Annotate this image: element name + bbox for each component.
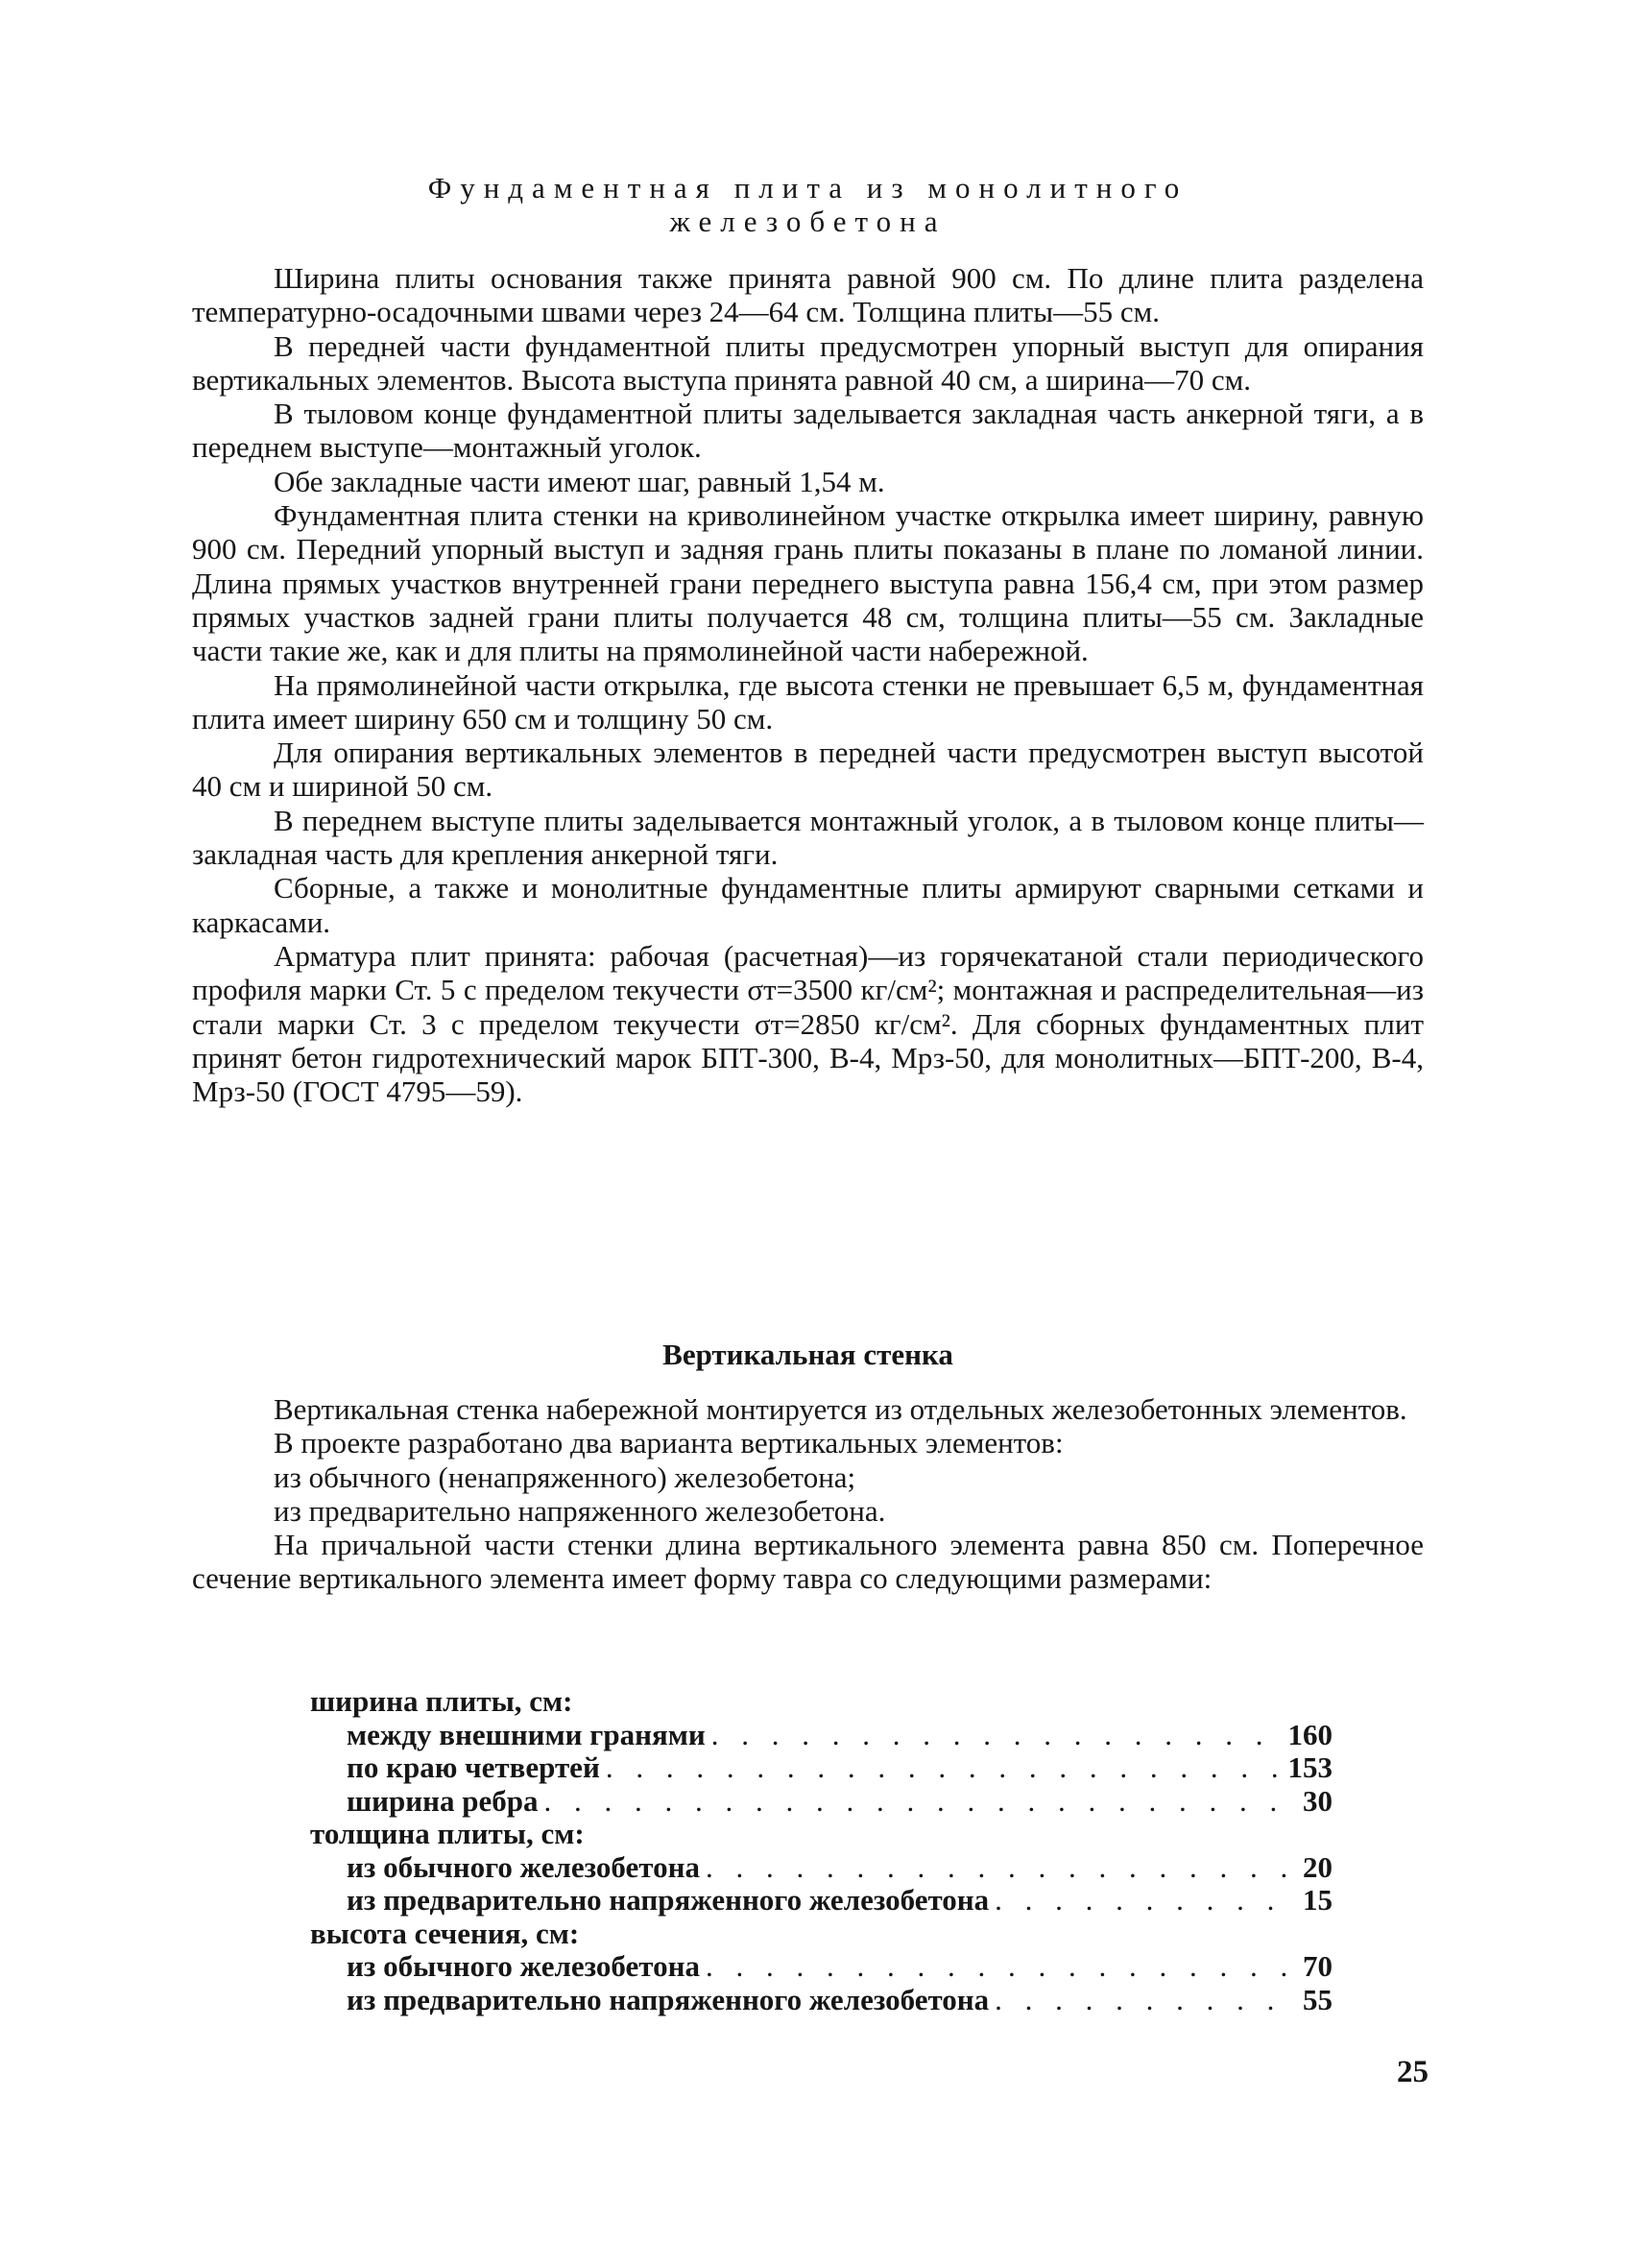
spec-label: из предварительно напряженного железобетона <box>347 1883 990 1917</box>
spec-row <box>310 1851 1333 1885</box>
page-number: 25 <box>1397 2055 1429 2089</box>
spec-row <box>310 1719 1333 1752</box>
paragraph: В проекте разработано два варианта вертикальных элементов: <box>274 1426 1064 1460</box>
dimension-list <box>310 1685 1333 2016</box>
paragraph: На причальной части стенки длина вертикального элемента равна 850 см. Поперечное сечение вертикального элемента имеет форму тавра со следующими размерами: <box>192 1528 1424 1596</box>
paragraph: В тыловом конце фундаментной плиты заделывается закладная часть анкерной тяги, а в переднем выступе—монтажный уголок. <box>192 397 1424 465</box>
spec-value: 55 <box>1303 1982 1333 2016</box>
list-item: из обычного (ненапряженного) железобетона; <box>274 1460 856 1494</box>
spec-value: 153 <box>1287 1750 1333 1784</box>
spec-label: ширина ребра <box>347 1783 539 1818</box>
spec-group-header <box>310 1685 1333 1719</box>
spec-row <box>310 1785 1333 1819</box>
paragraph: Ширина плиты основания также принята равной 900 см. По длине плита разделена температурно-осадочными швами через 24—64 см. Толщина плиты—55 см. <box>192 261 1424 329</box>
spec-label: из обычного железобетона <box>347 1949 700 1983</box>
leader-dots <box>995 1984 1288 2017</box>
spec-label: из обычного железобетона <box>347 1849 700 1884</box>
spec-value: 160 <box>1287 1717 1333 1751</box>
paragraph: Арматура плит принята: рабочая (расчетная)—из горячекатаной стали периодического профиля марки Ст. 5 с пределом текучести σт=3500 кг/см²; монтажная и распределительная—из стали марки Ст. 3 с пределом текучести σт=2850 кг/см². Для сборных фундаментных плит принят бетон гидротехнический марок БПТ-300, В-4, Мрз-50, для монолитных—БПТ-200, В-4, Мрз-50 (ГОСТ 4795—59). <box>192 938 1424 1109</box>
spec-label: толщина плиты, см: <box>310 1817 585 1850</box>
section-heading: Вертикальная стенка <box>662 1338 953 1371</box>
paragraph: Фундаментная плита стенки на криволинейном участке открылка имеет ширину, равную 900 см. Передний упорный выступ и задняя грань плиты показаны в плане по ломаной линии. Длина прямых участков внутренней грани переднего выступа равна 156,4 см, при этом размер прямых участков задней грани плиты получается 48 см, толщина плиты—55 см. Закладные части такие же, как и для плиты на прямолинейной части набережной. <box>192 498 1424 668</box>
spec-group-header <box>310 1818 1333 1851</box>
spec-value: 15 <box>1303 1883 1333 1917</box>
spec-label: между внешними гранями <box>347 1717 706 1751</box>
spec-row <box>310 1950 1333 1984</box>
spec-label: из предварительно напряженного железобетона <box>347 1982 990 2016</box>
paragraph: Вертикальная стенка набережной монтируется из отдельных железобетонных элементов. <box>274 1392 1407 1426</box>
paragraph: В передней части фундаментной плиты предусмотрен упорный выступ для опирания вертикальных элементов. Высота выступа принята равной 40 см, а ширина—70 см. <box>192 328 1424 397</box>
paragraph: Для опирания вертикальных элементов в передней части предусмотрен выступ высотой 40 см и шириной 50 см. <box>192 736 1424 804</box>
spec-value: 70 <box>1303 1949 1333 1983</box>
leader-dots <box>706 1950 1288 1984</box>
paragraph: На прямолинейной части открылка, где высота стенки не превышает 6,5 м, фундаментная плита имеет ширину 650 см и толщину 50 см. <box>192 667 1424 736</box>
spec-label: ширина плиты, см: <box>310 1684 573 1718</box>
spec-label: по краю четвертей <box>347 1750 600 1784</box>
list-item: из предварительно напряженного железобетона. <box>274 1493 886 1528</box>
leader-dots <box>995 1884 1288 1918</box>
leader-dots <box>606 1751 1283 1785</box>
section-heading-line1: Фундаментная плита из монолитного <box>427 171 1189 205</box>
paragraph: Обе закладные части имеют шаг, равный 1,54 м. <box>274 464 885 498</box>
section-heading-line2: железобетона <box>669 205 947 238</box>
spec-value: 20 <box>1303 1849 1333 1884</box>
spec-label: высота сечения, см: <box>310 1916 580 1950</box>
section-foundation-slab <box>192 171 1424 1108</box>
paragraph: В переднем выступе плиты заделывается монтажный уголок, а в тыловом конце плиты—закладная часть для крепления анкерной тяги. <box>192 803 1424 872</box>
section-vertical-wall <box>192 1338 1424 1596</box>
spec-row <box>310 1751 1333 1785</box>
spec-row <box>310 1984 1333 2017</box>
leader-dots <box>544 1785 1289 1819</box>
leader-dots <box>706 1851 1288 1885</box>
leader-dots <box>711 1719 1283 1752</box>
spec-group-header <box>310 1918 1333 1951</box>
paragraph: Сборные, а также и монолитные фундаментные плиты армируют сварными сетками и каркасами. <box>192 871 1424 939</box>
spec-row <box>310 1884 1333 1918</box>
spec-value: 30 <box>1303 1783 1333 1818</box>
